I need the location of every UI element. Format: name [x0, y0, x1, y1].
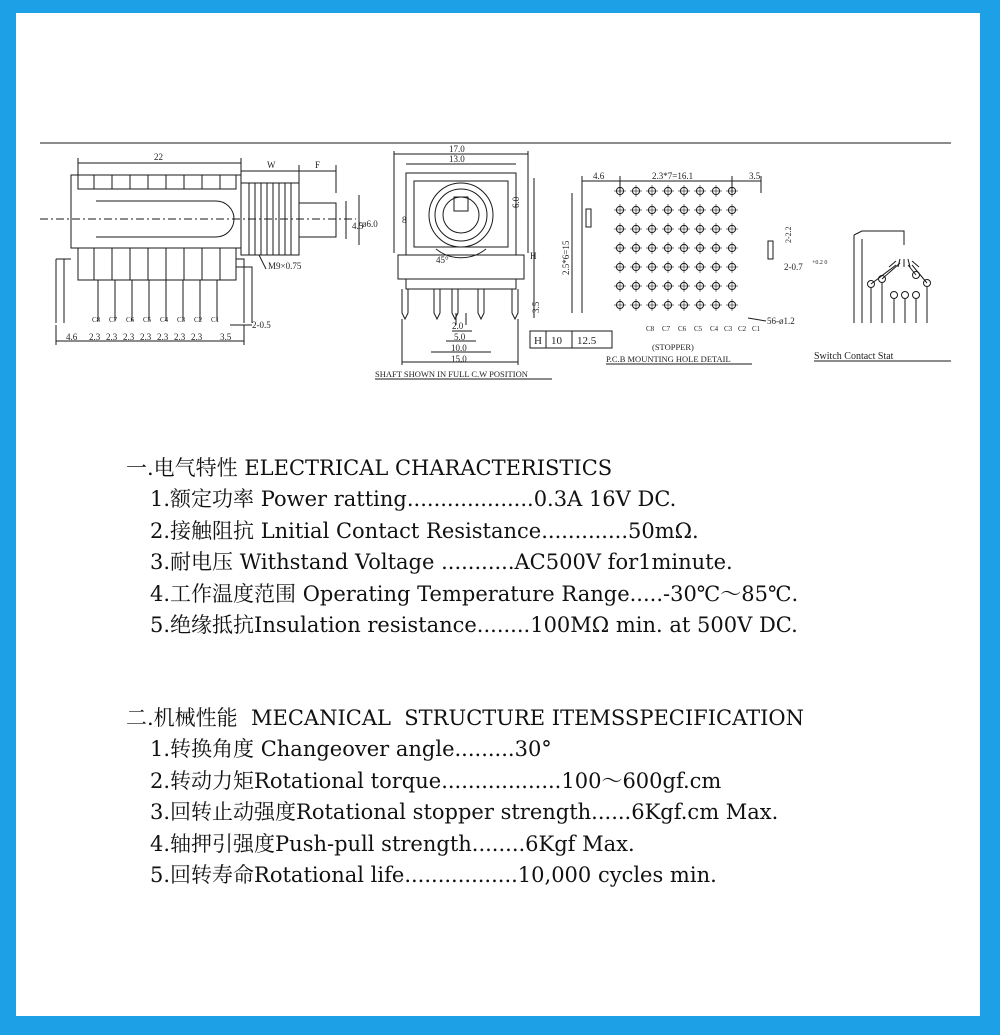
pcb-stopper-label: (STOPPER) — [652, 342, 694, 352]
h-table-value: 10 — [551, 335, 562, 347]
mechanical-item: 4.轴押引强度Push-pull strength........6Kgf Max. — [150, 831, 635, 856]
electrical-item: 4.工作温度范围 Operating Temperature Range.....-30℃～85℃. — [150, 581, 799, 606]
pcb-col-label: C3 — [724, 325, 733, 333]
mechanical-item: 3.回转止动强度Rotational stopper strength......6Kgf.cm Max. — [150, 800, 779, 824]
dim-w20: 2.0 — [452, 321, 464, 331]
dim-thread: M9×0.75 — [268, 261, 302, 271]
pin-label: C4 — [160, 316, 169, 324]
pcb-col-label: C6 — [678, 325, 687, 333]
pcb-view — [561, 171, 827, 364]
pitch-dim: 2.3 — [174, 332, 186, 342]
mechanical-section — [126, 703, 804, 892]
pitch-dim: 2.3 — [106, 332, 118, 342]
dim-h35: 3.5 — [531, 301, 541, 313]
electrical-item: 2.接触阻抗 Lnitial Contact Resistance.............50mΩ. — [150, 518, 699, 543]
dim-F: F — [315, 160, 321, 170]
pin-label: C6 — [126, 316, 135, 324]
front-view-caption: SHAFT SHOWN IN FULL C.W POSITION — [375, 369, 528, 379]
pin-label: C1 — [211, 316, 220, 324]
front-view — [375, 144, 612, 379]
pin-label: C3 — [177, 316, 186, 324]
pin-label: C8 — [92, 316, 101, 324]
pcb-dim-pitch: 2.3*7=16.1 — [652, 171, 694, 181]
pcb-dim-left: 4.6 — [593, 171, 605, 181]
dim-w150: 15.0 — [451, 354, 467, 364]
dim-shaft-flat: 4.5 — [352, 221, 364, 231]
pcb-col-label: C8 — [646, 325, 655, 333]
pin-label: C5 — [143, 316, 152, 324]
dim-w17: 17.0 — [449, 144, 465, 154]
switch-caption: Switch Contact Stat — [814, 351, 894, 362]
electrical-section — [126, 453, 798, 642]
h-table-value: 12.5 — [577, 335, 597, 347]
pcb-dim-stopper-slot: 2-2.2 — [784, 226, 793, 243]
dim-h60: 6.0 — [511, 196, 521, 208]
pitch-dim: 3.5 — [220, 332, 232, 342]
h-table-label: H — [534, 335, 542, 347]
pcb-col-label: C4 — [710, 325, 719, 333]
dim-w100: 10.0 — [451, 343, 467, 353]
pitch-dim: 2.3 — [140, 332, 152, 342]
pcb-hole-grid — [614, 185, 738, 311]
dim-H: H — [530, 251, 537, 261]
pin-label: C7 — [109, 316, 118, 324]
mechanical-item: 5.回转寿命Rotational life.................10,000 cycles min. — [150, 863, 717, 887]
electrical-item: 3.耐电压 Withstand Voltage ...........AC500V for1minute. — [150, 550, 733, 574]
electrical-item: 1.额定功率 Power ratting...................0.3A 16V DC. — [150, 487, 677, 511]
technical-drawing — [16, 13, 980, 393]
dim-w13: 13.0 — [449, 154, 465, 164]
dim-shaft-dia: ø6.0 — [362, 219, 378, 229]
pcb-dim-slot-w: 2-0.7 — [784, 262, 803, 272]
pcb-dim-right: 3.5 — [749, 171, 761, 181]
dim-W: W — [267, 160, 276, 170]
pcb-col-label: C1 — [752, 325, 761, 333]
pitch-dim: 2.3 — [123, 332, 135, 342]
switch-contact-view — [814, 231, 951, 362]
pcb-col-label: C7 — [662, 325, 671, 333]
mechanical-title: 二.机械性能 MECANICAL STRUCTURE ITEMSSPECIFICATION — [126, 706, 804, 730]
spec-sheet — [16, 13, 980, 1016]
side-view — [40, 152, 378, 345]
pcb-caption: P.C.B MOUNTING HOLE DETAIL — [606, 354, 731, 364]
pitch-dim: 2.3 — [191, 332, 203, 342]
dim-h8: 8 — [402, 215, 407, 225]
pcb-dim-vertical: 2.5*6=15 — [561, 240, 571, 275]
dim-w50: 5.0 — [454, 332, 466, 342]
pcb-col-label: C2 — [738, 325, 747, 333]
pcb-dim-holes: 56-ø1.2 — [767, 316, 795, 326]
pin-label: C2 — [194, 316, 203, 324]
pitch-dim: 2.3 — [89, 332, 101, 342]
pitch-dim: 2.3 — [157, 332, 169, 342]
dim-angle: 45° — [436, 255, 449, 265]
mechanical-item: 1.转换角度 Changeover angle.........30° — [150, 737, 552, 761]
pcb-col-label: C5 — [694, 325, 703, 333]
electrical-item: 5.绝缘抵抗Insulation resistance........100MΩ min. at 500V DC. — [150, 613, 798, 637]
electrical-title: 一.电气特性 ELECTRICAL CHARACTERISTICS — [126, 456, 613, 480]
pcb-dim-tol: +0.2 0 — [812, 260, 828, 266]
pitch-dim: 4.6 — [66, 332, 78, 342]
dim-pin-gap: 2-0.5 — [252, 320, 271, 330]
dim-overall-length: 22 — [154, 152, 163, 162]
mechanical-item: 2.转动力矩Rotational torque..................100～600gf.cm — [150, 768, 722, 793]
